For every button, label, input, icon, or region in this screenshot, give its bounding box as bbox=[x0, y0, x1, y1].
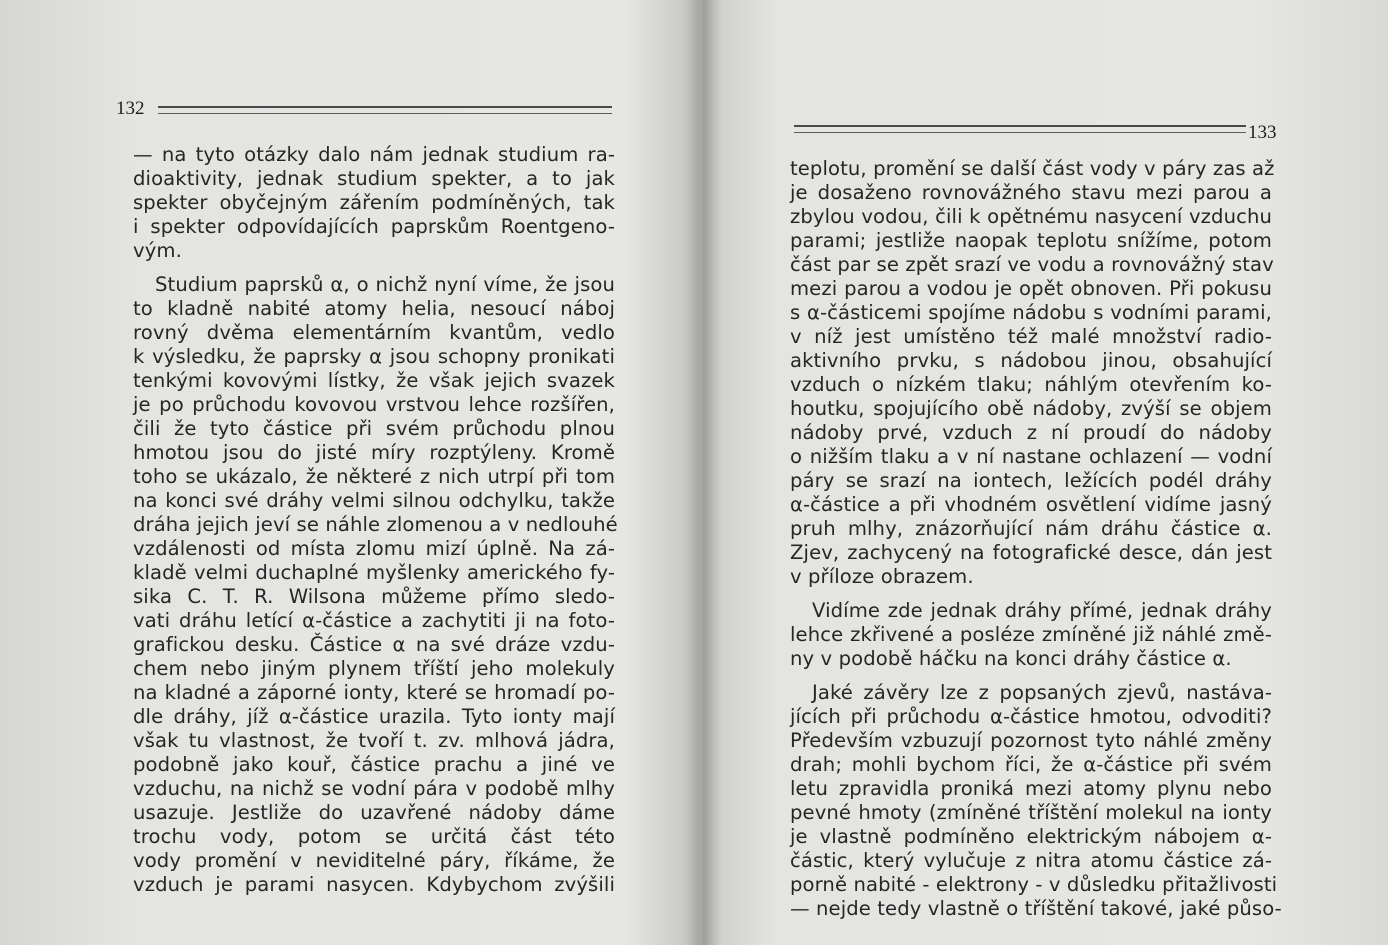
right-page bbox=[700, 0, 1388, 945]
text-line: o nižším tlaku a v ní nastane ochlazení — vodní bbox=[790, 445, 1272, 468]
text-line: spekter obyčejným zářením podmíněných, tak bbox=[133, 191, 615, 214]
text-line: páry se srazí na iontech, ležících podél dráhy bbox=[790, 469, 1272, 492]
text-line: teplotu, promění se další část vody v páry zas až bbox=[790, 157, 1275, 180]
right-page-number: 133 bbox=[1248, 122, 1277, 143]
text-line: drah; mohli bychom říci, že α-částice při svém bbox=[790, 753, 1272, 776]
text-line: ny v podobě háčku na konci dráhy částice α. bbox=[790, 647, 1232, 670]
text-line: k výsledku, že paprsky α jsou schopny pronikati bbox=[133, 345, 615, 368]
text-line: na konci své dráhy velmi silnou odchylku, takže bbox=[133, 489, 615, 512]
text-line: rovný dvěma elementárním kvantům, vedlo bbox=[133, 321, 615, 344]
text-line: lehce zkřivené a posléze zmíněné již náhlé změ- bbox=[790, 623, 1272, 646]
text-line: mezi parou a vodou je opět obnoven. Při pokusu bbox=[790, 277, 1272, 300]
right-header-rule bbox=[794, 125, 1246, 133]
text-line: toho se ukázalo, že některé z nich utrpí při tom bbox=[133, 465, 615, 488]
text-line: vým. bbox=[133, 239, 182, 262]
text-line: v příloze obrazem. bbox=[790, 565, 974, 588]
text-line: je dosaženo rovnovážného stavu mezi parou a bbox=[790, 181, 1272, 204]
paragraph-gap bbox=[133, 263, 615, 273]
text-line: vody promění v neviditelné páry, říkáme, že bbox=[133, 849, 615, 872]
text-line: vzduch o nízkém tlaku; náhlým otevřením ko- bbox=[790, 373, 1272, 396]
text-line: Studium paprsků α, o nichž nyní víme, že jsou bbox=[155, 273, 615, 296]
text-line: Jaké závěry lze z popsaných zjevů, nastáva- bbox=[812, 681, 1272, 704]
text-line: α-částice a při vhodném osvětlení vidíme jasný bbox=[790, 493, 1272, 516]
text-line: to kladně nabité atomy helia, nesoucí náboj bbox=[133, 297, 615, 320]
right-page-text bbox=[790, 157, 1282, 921]
text-line: grafickou desku. Částice α na své dráze vzdu- bbox=[133, 633, 615, 656]
text-line: parami; jestliže naopak teplotu snížíme, potom bbox=[790, 229, 1272, 252]
text-line: je po průchodu kovovou vrstvou lehce rozšířen, bbox=[133, 393, 615, 416]
text-line: pevné hmoty (zmíněné tříštění molekul na ionty bbox=[790, 801, 1272, 824]
text-line: vzduchu, na nichž se vodní pára v podobě mlhy bbox=[133, 777, 615, 800]
text-line: tenkými kovovými lístky, že však jejich svazek bbox=[133, 369, 615, 392]
text-line: s α-částicemi spojíme nádobu s vodními parami, bbox=[790, 301, 1272, 324]
left-page-text bbox=[133, 143, 618, 897]
text-line: letu zpravidla proniká mezi atomy plynu nebo bbox=[790, 777, 1272, 800]
text-line: zbylou vodou, čili k opětnému nasycení vzduchu bbox=[790, 205, 1272, 228]
text-line: dle dráhy, jíž α-částice urazila. Tyto ionty mají bbox=[133, 705, 615, 728]
text-line: Vidíme zde jednak dráhy přímé, jednak dráhy bbox=[812, 599, 1272, 622]
text-line: dráha jejich jeví se náhle zlomenou a v nedlouhé bbox=[133, 513, 618, 536]
text-line: aktivního prvku, s nádobou jinou, obsahující bbox=[790, 349, 1272, 372]
text-line: i spekter odpovídajících paprskům Roentgeno- bbox=[133, 215, 615, 238]
text-line: houtku, spojujícího obě nádoby, zvýší se objem bbox=[790, 397, 1272, 420]
text-line: čili že tyto částice při svém průchodu plnou bbox=[133, 417, 615, 440]
text-line: vati dráhu letící α-částice a zachytiti ji na foto- bbox=[133, 609, 615, 632]
paragraph-gap bbox=[790, 589, 1272, 599]
text-line: v níž jest umístěno též malé množství radio- bbox=[790, 325, 1272, 348]
text-line: vzdálenosti od místa zlomu mizí úplně. Na zá- bbox=[133, 537, 615, 560]
paragraph-gap bbox=[790, 671, 1272, 681]
text-line: sika C. T. R. Wilsona můžeme přímo sledo- bbox=[133, 585, 615, 608]
text-line: hmotou jsou do jisté míry rozptýleny. Kromě bbox=[133, 441, 615, 464]
text-line: však tu vlastnost, že tvoří t. zv. mlhová jádra, bbox=[133, 729, 615, 752]
text-line: je vlastně podmíněno elektrickým nábojem α- bbox=[790, 825, 1272, 848]
text-line: podobně jako kouř, částice prachu a jiné ve bbox=[133, 753, 615, 776]
text-line: usazuje. Jestliže do uzavřené nádoby dáme bbox=[133, 801, 615, 824]
left-header-rule bbox=[158, 106, 612, 114]
text-line: část par se zpět srazí ve vodu a rovnovážný stav bbox=[790, 253, 1274, 276]
text-line: kladě velmi duchaplné myšlenky amerického fy- bbox=[133, 561, 615, 584]
text-line: — nejde tedy vlastně o tříštění takové, jaké půso- bbox=[790, 897, 1282, 920]
text-line: dioaktivity, jednak studium spekter, a to jak bbox=[133, 167, 615, 190]
text-line: porně nabité - elektrony - v důsledku přitažlivosti bbox=[790, 873, 1278, 896]
text-line: chem nebo jiným plynem tříští jeho molekuly bbox=[133, 657, 615, 680]
text-line: jících při průchodu α-částice hmotou, odvoditi? bbox=[790, 705, 1272, 728]
text-line: Především vzbuzují pozornost tyto náhlé změny bbox=[790, 729, 1272, 752]
text-line: — na tyto otázky dalo nám jednak studium ra- bbox=[133, 143, 615, 166]
text-line: pruh mlhy, znázorňující nám dráhu částice α. bbox=[790, 517, 1272, 540]
text-line: částic, který vylučuje z nitra atomu částice zá- bbox=[790, 849, 1272, 872]
left-page-number: 132 bbox=[116, 98, 145, 119]
text-line: vzduch je parami nasycen. Kdybychom zvýšili bbox=[133, 873, 615, 896]
text-line: na kladné a záporné ionty, které se hromadí po- bbox=[133, 681, 615, 704]
text-line: trochu vody, potom se určitá část této bbox=[133, 825, 615, 848]
text-line: nádoby prvé, vzduch z ní proudí do nádoby bbox=[790, 421, 1272, 444]
text-line: Zjev, zachycený na fotografické desce, dán jest bbox=[790, 541, 1272, 564]
